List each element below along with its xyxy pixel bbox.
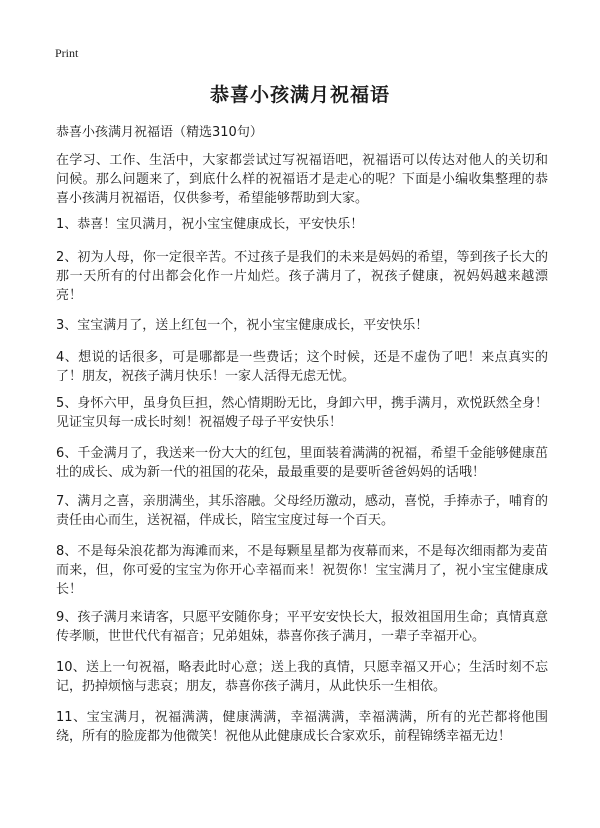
paragraph-text: 3、宝宝满月了，送上红包一个，祝小宝宝健康成长，平安快乐！ [56, 318, 429, 333]
paragraph-3 [56, 316, 548, 335]
paragraph-6 [56, 444, 548, 482]
paragraph-1 [56, 215, 548, 234]
paragraph-text: 8、不是每朵浪花都为海滩而来，不是每颗星星都为夜幕而来，不是每次细雨都为麦苗而来，但，你可爱的宝宝为你开心幸福而来！祝贺你！宝宝满月了，祝小宝宝健康成长！ [56, 544, 548, 597]
paragraph-intro [56, 151, 548, 208]
paragraph-9 [56, 608, 548, 646]
paragraph-text: 4、想说的话很多，可是哪都是一些费话；这个时候，还是不虚伪了吧！来点真实的了！朋友，祝孩子满月快乐！一家人活得无虑无忧。 [56, 350, 548, 384]
paragraph-text: 2、初为人母，你一定很辛苦。不过孩子是我们的未来是妈妈的希望，等到孩子长大的那一天所有的付出都会化作一片灿烂。孩子满月了，祝孩子健康，祝妈妈越来越漂亮！ [56, 250, 548, 303]
paragraph-4 [56, 348, 548, 386]
paragraph-text: 11、宝宝满月，祝福满满，健康满满，幸福满满，幸福满满，所有的光芒都将他围绕，所有的脸庞都为他微笑！祝他从此健康成长合家欢乐，前程锦绣幸福无边！ [56, 710, 548, 744]
paragraph-7 [56, 492, 548, 530]
paragraph-text: 在学习、工作、生活中，大家都尝试过写祝福语吧，祝福语可以传达对他人的关切和问候。那么问题来了，到底什么样的祝福语才是走心的呢？下面是小编收集整理的恭喜小孩满月祝福语，仅供参考，希望能够帮助到大家。 [56, 153, 548, 206]
paragraph-text: 9、孩子满月来请客，只愿平安随你身；平平安安快长大，报效祖国用生命；真情真意传孝顺，世世代代有福音；兄弟姐妹，恭喜你孩子满月，一辈子幸福开心。 [56, 610, 548, 644]
paragraph-10 [56, 658, 548, 696]
paragraph-text: 1、恭喜！宝贝满月，祝小宝宝健康成长，平安快乐！ [56, 217, 364, 232]
page-title: 恭喜小孩满月祝福语 [209, 84, 390, 106]
paragraph-2 [56, 248, 548, 305]
print-link[interactable]: Print [55, 46, 79, 60]
subtitle: 恭喜小孩满月祝福语（精选310句） [56, 125, 263, 140]
paragraph-8 [56, 542, 548, 599]
paragraph-text: 6、千金满月了，我送来一份大大的红包，里面装着满满的祝福，希望千金能够健康茁壮的成长、成为新一代的祖国的花朵，最最重要的是要听爸爸妈妈的话哦！ [56, 446, 548, 480]
paragraph-text: 5、身怀六甲，虽身负巨担，然心情期盼无比，身卸六甲，携手满月，欢悦跃然全身！见证宝贝每一成长时刻！祝福嫂子母子平安快乐！ [56, 396, 548, 430]
paragraph-text: 10、送上一句祝福，略表此时心意；送上我的真情，只愿幸福又开心；生活时刻不忘记，扔掉烦恼与悲哀；朋友，恭喜你孩子满月，从此快乐一生相依。 [56, 660, 548, 694]
paragraph-5 [56, 394, 548, 432]
paragraph-text: 7、满月之喜，亲朋满坐，其乐溶融。父母经历激动，感动，喜悦，手捧赤子，哺育的责任由心而生，送祝福，伴成长，陪宝宝度过每一个百天。 [56, 494, 548, 528]
paragraph-11 [56, 708, 548, 746]
